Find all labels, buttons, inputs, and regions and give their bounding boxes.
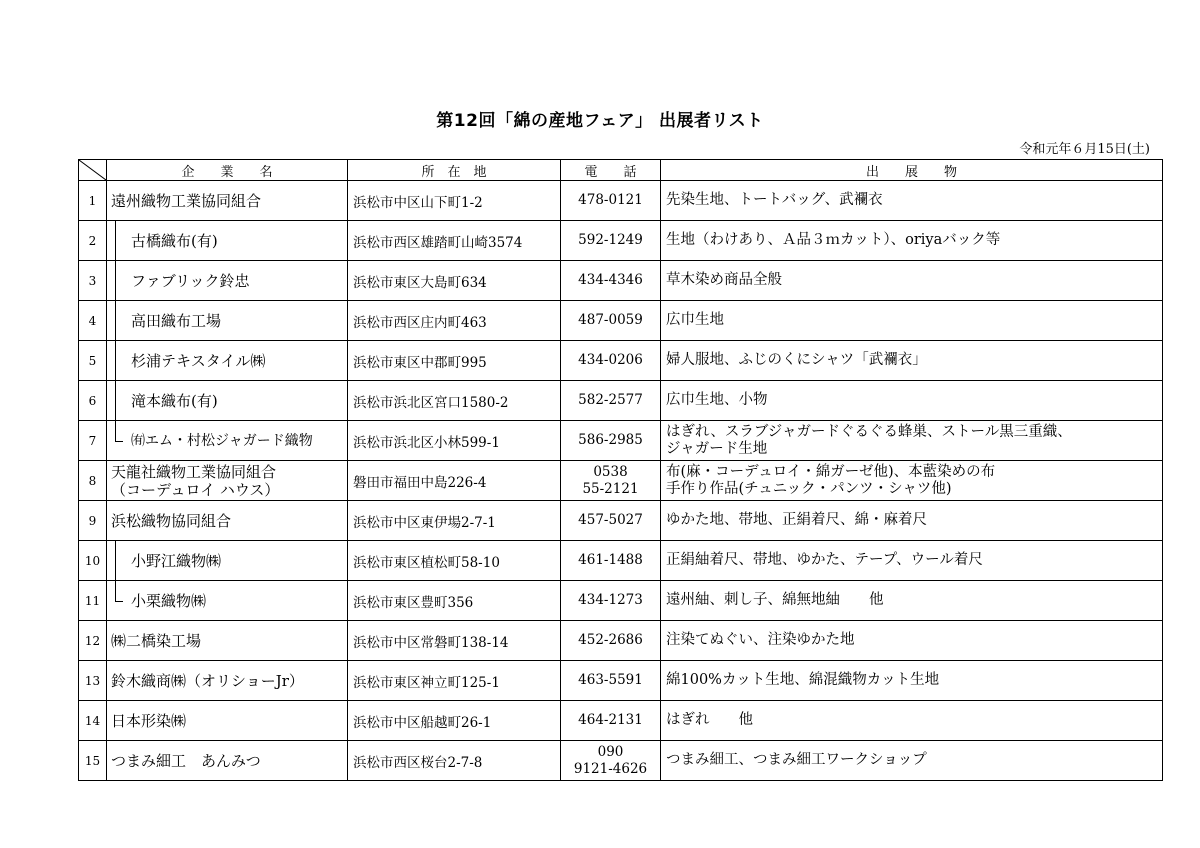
header-corner xyxy=(79,160,107,181)
company-phone: 457-5027 xyxy=(561,501,661,541)
header-address: 所 在 地 xyxy=(348,160,561,181)
row-number: 3 xyxy=(79,261,107,301)
company-address: 浜松市東区神立町125-1 xyxy=(348,661,561,701)
table-row xyxy=(79,181,1163,221)
company-phone: 434-1273 xyxy=(561,581,661,621)
company-name: 杉浦テキスタイル㈱ xyxy=(107,341,348,381)
company-phone: 463-5591 xyxy=(561,661,661,701)
exhibit-items: 広巾生地、小物 xyxy=(661,381,1163,421)
row-number: 2 xyxy=(79,221,107,261)
table-row xyxy=(79,341,1163,381)
exhibit-items: 注染てぬぐい、注染ゆかた地 xyxy=(661,621,1163,661)
company-address: 浜松市中区山下町1-2 xyxy=(348,181,561,221)
table-row xyxy=(79,301,1163,341)
header-exhibits: 出 展 物 xyxy=(661,160,1163,181)
company-phone: 461-1488 xyxy=(561,541,661,581)
company-phone: 452-2686 xyxy=(561,621,661,661)
table-row xyxy=(79,741,1163,781)
company-address: 磐田市福田中島226-4 xyxy=(348,461,561,501)
company-name: ㈲エム・村松ジャガード織物 xyxy=(107,421,348,461)
table-row xyxy=(79,541,1163,581)
row-number: 1 xyxy=(79,181,107,221)
company-address: 浜松市浜北区宮口1580-2 xyxy=(348,381,561,421)
company-phone: 434-0206 xyxy=(561,341,661,381)
company-address: 浜松市浜北区小林599-1 xyxy=(348,421,561,461)
company-phone: 586-2985 xyxy=(561,421,661,461)
table-row xyxy=(79,701,1163,741)
row-number: 15 xyxy=(79,741,107,781)
company-address: 浜松市東区植松町58-10 xyxy=(348,541,561,581)
company-name: ファブリック鈴忠 xyxy=(107,261,348,301)
row-number: 7 xyxy=(79,421,107,461)
exhibit-items: 遠州紬、刺し子、綿無地紬 他 xyxy=(661,581,1163,621)
row-number: 13 xyxy=(79,661,107,701)
exhibit-items: はぎれ 他 xyxy=(661,701,1163,741)
exhibit-items: 先染生地、トートバッグ、武襴衣 xyxy=(661,181,1163,221)
event-date: 令和元年６月15日(土) xyxy=(1019,142,1150,157)
company-address: 浜松市西区雄踏町山崎3574 xyxy=(348,221,561,261)
exhibit-items: 生地（わけあり、Ａ品３ｍカット）、oriyaバック等 xyxy=(661,221,1163,261)
company-name: 遠州織物工業協同組合 xyxy=(107,181,348,221)
company-name: つまみ細工 あんみつ xyxy=(107,741,348,781)
row-number: 4 xyxy=(79,301,107,341)
exhibitor-table xyxy=(78,159,1163,781)
diagonal-line-icon xyxy=(79,160,106,180)
exhibit-items: 婦人服地、ふじのくにシャツ「武襴衣」 xyxy=(661,341,1163,381)
company-name: 浜松織物協同組合 xyxy=(107,501,348,541)
exhibit-items: 正絹紬着尺、帯地、ゆかた、テープ、ウール着尺 xyxy=(661,541,1163,581)
company-phone: 478-0121 xyxy=(561,181,661,221)
table-row xyxy=(79,221,1163,261)
row-number: 10 xyxy=(79,541,107,581)
exhibit-items: 布(麻・コーデュロイ・綿ガーゼ他)、本藍染めの布 手作り作品(チュニック・パンツ・シャツ他) xyxy=(661,461,1163,501)
table-header-row xyxy=(79,160,1163,181)
company-phone: 434-4346 xyxy=(561,261,661,301)
company-name: ㈱二橋染工場 xyxy=(107,621,348,661)
row-number: 6 xyxy=(79,381,107,421)
exhibit-items: はぎれ、スラブジャガードぐるぐる蜂巣、ストール黒三重織、 ジャガード生地 xyxy=(661,421,1163,461)
page-title: 第12回「綿の産地フェア」 出展者リスト xyxy=(436,111,764,131)
company-address: 浜松市東区豊町356 xyxy=(348,581,561,621)
exhibit-items: 綿100%カット生地、綿混織物カット生地 xyxy=(661,661,1163,701)
table-row xyxy=(79,461,1163,501)
company-name: 日本形染㈱ xyxy=(107,701,348,741)
header-company: 企 業 名 xyxy=(107,160,348,181)
company-subname: （コーデュロイ ハウス） xyxy=(111,480,280,499)
table-row xyxy=(79,661,1163,701)
row-number: 12 xyxy=(79,621,107,661)
company-address: 浜松市中区東伊場2-7-1 xyxy=(348,501,561,541)
exhibit-items: 草木染め商品全般 xyxy=(661,261,1163,301)
company-phone: 090 9121-4626 xyxy=(561,741,661,781)
company-phone: 464-2131 xyxy=(561,701,661,741)
company-address: 浜松市西区庄内町463 xyxy=(348,301,561,341)
header-phone: 電 話 xyxy=(561,160,661,181)
company-address: 浜松市東区中郡町995 xyxy=(348,341,561,381)
row-number: 5 xyxy=(79,341,107,381)
company-phone: 582-2577 xyxy=(561,381,661,421)
company-name: 小野江織物㈱ xyxy=(107,541,348,581)
company-name: 滝本織布(有) xyxy=(107,381,348,421)
table-row xyxy=(79,381,1163,421)
company-name: 鈴木織商㈱（オリショーJr） xyxy=(107,661,348,701)
table-row xyxy=(79,581,1163,621)
company-name: 古橋織布(有) xyxy=(107,221,348,261)
exhibit-items: ゆかた地、帯地、正絹着尺、綿・麻着尺 xyxy=(661,501,1163,541)
company-address: 浜松市中区常磐町138-14 xyxy=(348,621,561,661)
company-address: 浜松市東区大島町634 xyxy=(348,261,561,301)
table-row xyxy=(79,421,1163,461)
company-phone: 487-0059 xyxy=(561,301,661,341)
company-name: 小栗織物㈱ xyxy=(107,581,348,621)
row-number: 14 xyxy=(79,701,107,741)
table-row xyxy=(79,261,1163,301)
exhibit-items: 広巾生地 xyxy=(661,301,1163,341)
table-row xyxy=(79,621,1163,661)
row-number: 11 xyxy=(79,581,107,621)
exhibit-items: つまみ細工、つまみ細工ワークショップ xyxy=(661,741,1163,781)
row-number: 8 xyxy=(79,461,107,501)
company-address: 浜松市中区船越町26-1 xyxy=(348,701,561,741)
company-name: 天龍社織物工業協同組合 （コーデュロイ ハウス） xyxy=(107,461,348,501)
table-row xyxy=(79,501,1163,541)
company-address: 浜松市西区桜台2-7-8 xyxy=(348,741,561,781)
company-phone: 0538 55-2121 xyxy=(561,461,661,501)
company-phone: 592-1249 xyxy=(561,221,661,261)
row-number: 9 xyxy=(79,501,107,541)
company-name: 高田織布工場 xyxy=(107,301,348,341)
